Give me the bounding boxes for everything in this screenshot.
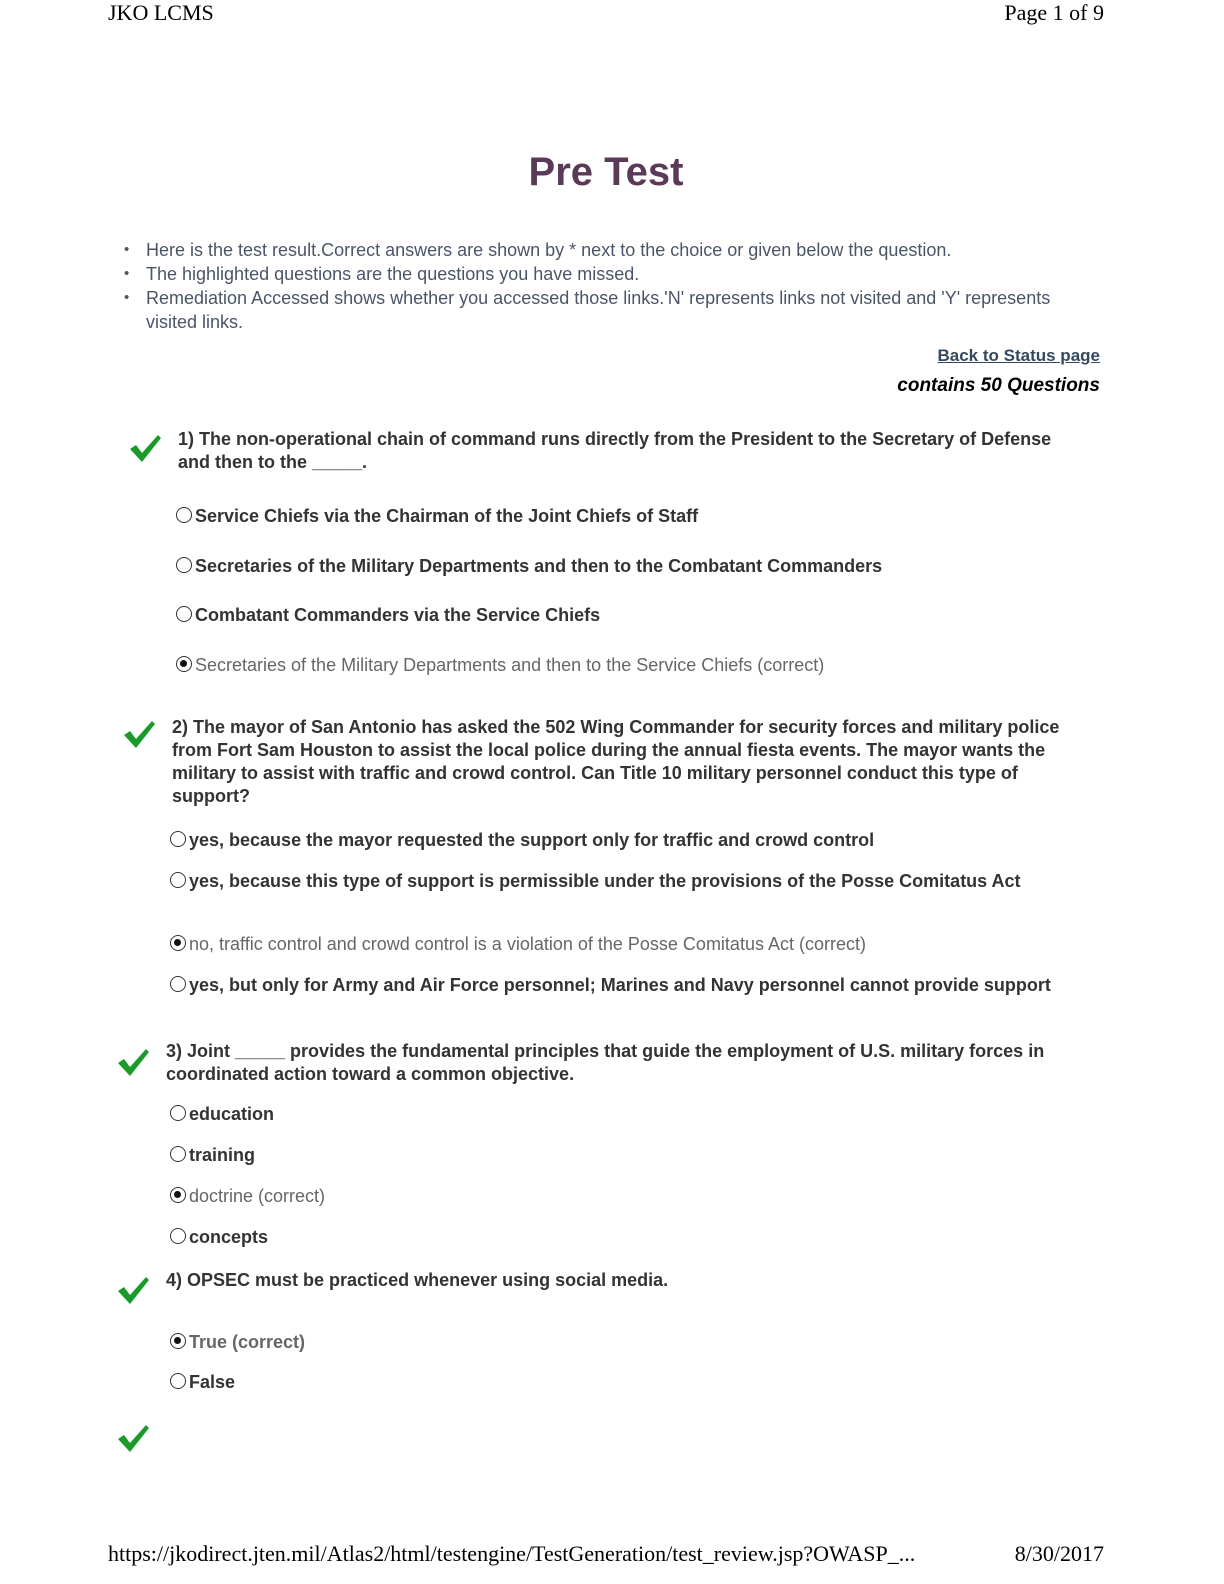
radio-selected[interactable] <box>170 1333 186 1349</box>
print-header <box>108 0 1104 30</box>
answer-choice-correct[interactable]: True (correct) <box>170 1331 770 1354</box>
print-footer <box>108 1541 1104 1571</box>
radio-selected[interactable] <box>170 1187 186 1203</box>
radio-selected[interactable] <box>170 935 186 951</box>
answer-choice[interactable]: education <box>170 1103 770 1126</box>
instruction-item: • The highlighted questions are the questions you have missed. <box>120 262 1060 286</box>
instruction-item: • Here is the test result.Correct answers are shown by * next to the choice or given below the question. <box>120 238 1060 262</box>
answer-choice[interactable]: Secretaries of the Military Departments and then to the Combatant Commanders <box>176 555 1076 578</box>
answer-choice[interactable]: concepts <box>170 1226 770 1249</box>
answer-choice-correct[interactable]: Secretaries of the Military Departments and then to the Service Chiefs (correct) <box>176 654 1076 677</box>
question-text: 4) OPSEC must be practiced whenever using social media. <box>166 1270 669 1290</box>
question-text: 1) The non-operational chain of command runs directly from the President to the Secretary of Defense and then to the _____. <box>178 429 1052 472</box>
correct-check-icon <box>116 1274 150 1306</box>
print-footer-url: https://jkodirect.jten.mil/Atlas2/html/testengine/TestGeneration/test_review.jsp?OWASP_... <box>108 1541 916 1566</box>
radio-unselected[interactable] <box>176 507 192 523</box>
print-header-page-number: Page 1 of 9 <box>1004 0 1104 25</box>
radio-unselected[interactable] <box>176 557 192 573</box>
radio-unselected[interactable] <box>170 1105 186 1121</box>
radio-unselected[interactable] <box>170 1146 186 1162</box>
instruction-item: • Remediation Accessed shows whether you accessed those links.'N' represents links not visited and 'Y' represents visited links. <box>120 286 1060 334</box>
question-text: 2) The mayor of San Antonio has asked the 502 Wing Commander for security forces and military police from Fort Sam Houston to assist the local police during the annual fiesta events. The mayor wants the military to assist with traffic and crowd control. Can Title 10 military personnel conduct this type of support? <box>172 717 1060 806</box>
radio-unselected[interactable] <box>170 976 186 992</box>
answer-choice[interactable]: yes, because this type of support is permissible under the provisions of the Posse Comitatus Act <box>166 870 1086 893</box>
radio-unselected[interactable] <box>170 831 186 847</box>
answer-choice-correct[interactable]: no, traffic control and crowd control is a violation of the Posse Comitatus Act (correct) <box>170 933 1090 956</box>
answer-choice[interactable]: training <box>170 1144 770 1167</box>
radio-unselected[interactable] <box>170 872 186 888</box>
question-count: contains 50 Questions <box>897 375 1100 396</box>
radio-selected[interactable] <box>176 656 192 672</box>
back-to-status-link[interactable]: Back to Status page <box>937 346 1100 365</box>
answer-choice[interactable]: yes, because the mayor requested the support only for traffic and crowd control <box>170 829 1090 852</box>
answer-choice[interactable]: Service Chiefs via the Chairman of the Joint Chiefs of Staff <box>176 505 1076 528</box>
answer-choice[interactable]: yes, but only for Army and Air Force personnel; Marines and Navy personnel cannot provide support <box>166 974 1086 997</box>
page-title: Pre Test <box>528 150 684 194</box>
instructions-list <box>120 238 1060 334</box>
question-text: 3) Joint _____ provides the fundamental principles that guide the employment of U.S. military forces in coordinated action toward a common objective. <box>166 1041 1045 1084</box>
radio-unselected[interactable] <box>170 1373 186 1389</box>
radio-unselected[interactable] <box>176 606 192 622</box>
correct-check-icon <box>116 1422 150 1454</box>
correct-check-icon <box>116 1046 150 1078</box>
answer-choice[interactable]: False <box>170 1371 770 1394</box>
answer-choice-correct[interactable]: doctrine (correct) <box>170 1185 770 1208</box>
radio-unselected[interactable] <box>170 1228 186 1244</box>
print-header-app-name: JKO LCMS <box>108 0 214 25</box>
print-footer-date: 8/30/2017 <box>1014 1541 1104 1566</box>
answer-choice[interactable]: Combatant Commanders via the Service Chiefs <box>176 604 1076 627</box>
correct-check-icon <box>128 432 162 464</box>
correct-check-icon <box>122 718 156 750</box>
